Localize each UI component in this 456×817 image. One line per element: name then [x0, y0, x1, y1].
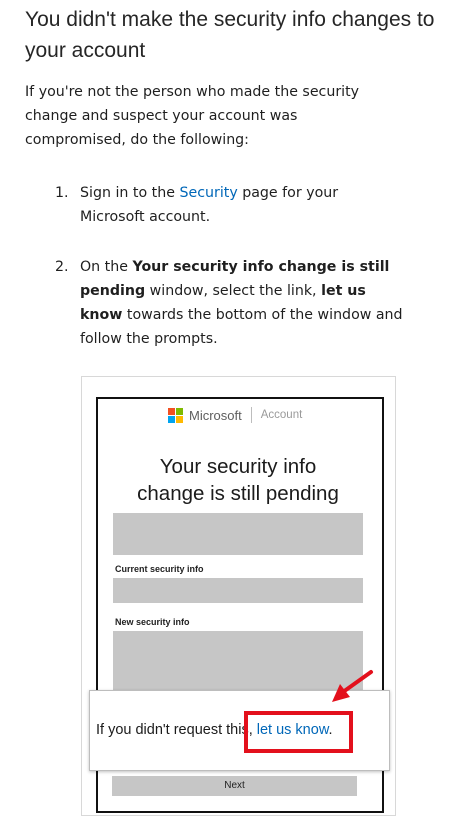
callout-period: .	[328, 722, 333, 738]
step-1	[55, 181, 405, 229]
step-bold-window-name: Your security info change is still pending	[80, 259, 390, 299]
highlight-box	[244, 711, 353, 753]
screenshot-title-line1: Your security info	[159, 455, 317, 478]
new-info-field	[113, 631, 363, 691]
step-text: towards the bottom of the window and follow the prompts.	[80, 307, 403, 347]
next-button[interactable]: Next	[112, 776, 357, 796]
page-heading: You didn't make the security info changes to your account	[25, 8, 435, 62]
current-info-label: Current security info	[115, 564, 204, 574]
security-page-link[interactable]: Security	[179, 185, 238, 201]
step-number: 2.	[55, 259, 69, 275]
intro-paragraph: If you're not the person who made the security change and suspect your account was compromised, do the following:	[25, 84, 360, 148]
new-info-label: New security info	[115, 617, 190, 627]
step-text: page for your Microsoft account.	[80, 185, 339, 225]
brand-name: Microsoft	[189, 407, 242, 423]
step-text: Sign in to the	[80, 185, 180, 201]
step-number: 1.	[55, 185, 69, 201]
step-text: On the	[80, 259, 133, 275]
step-bold-link-name: let us know	[80, 283, 366, 323]
header-divider	[251, 407, 252, 423]
current-info-field	[113, 578, 363, 603]
steps-list	[55, 181, 405, 351]
step-text: window, select the link,	[145, 283, 322, 299]
let-us-know-link[interactable]: let us know	[256, 722, 329, 738]
brand-section: Account	[260, 409, 303, 421]
callout-prefix: If you didn't request this,	[96, 722, 257, 738]
microsoft-logo-icon	[168, 408, 183, 423]
screenshot-title	[98, 453, 378, 507]
microsoft-header	[168, 407, 302, 423]
step-2	[55, 255, 405, 351]
screenshot-title-line2: change is still pending	[137, 482, 339, 505]
placeholder-block	[113, 513, 363, 555]
